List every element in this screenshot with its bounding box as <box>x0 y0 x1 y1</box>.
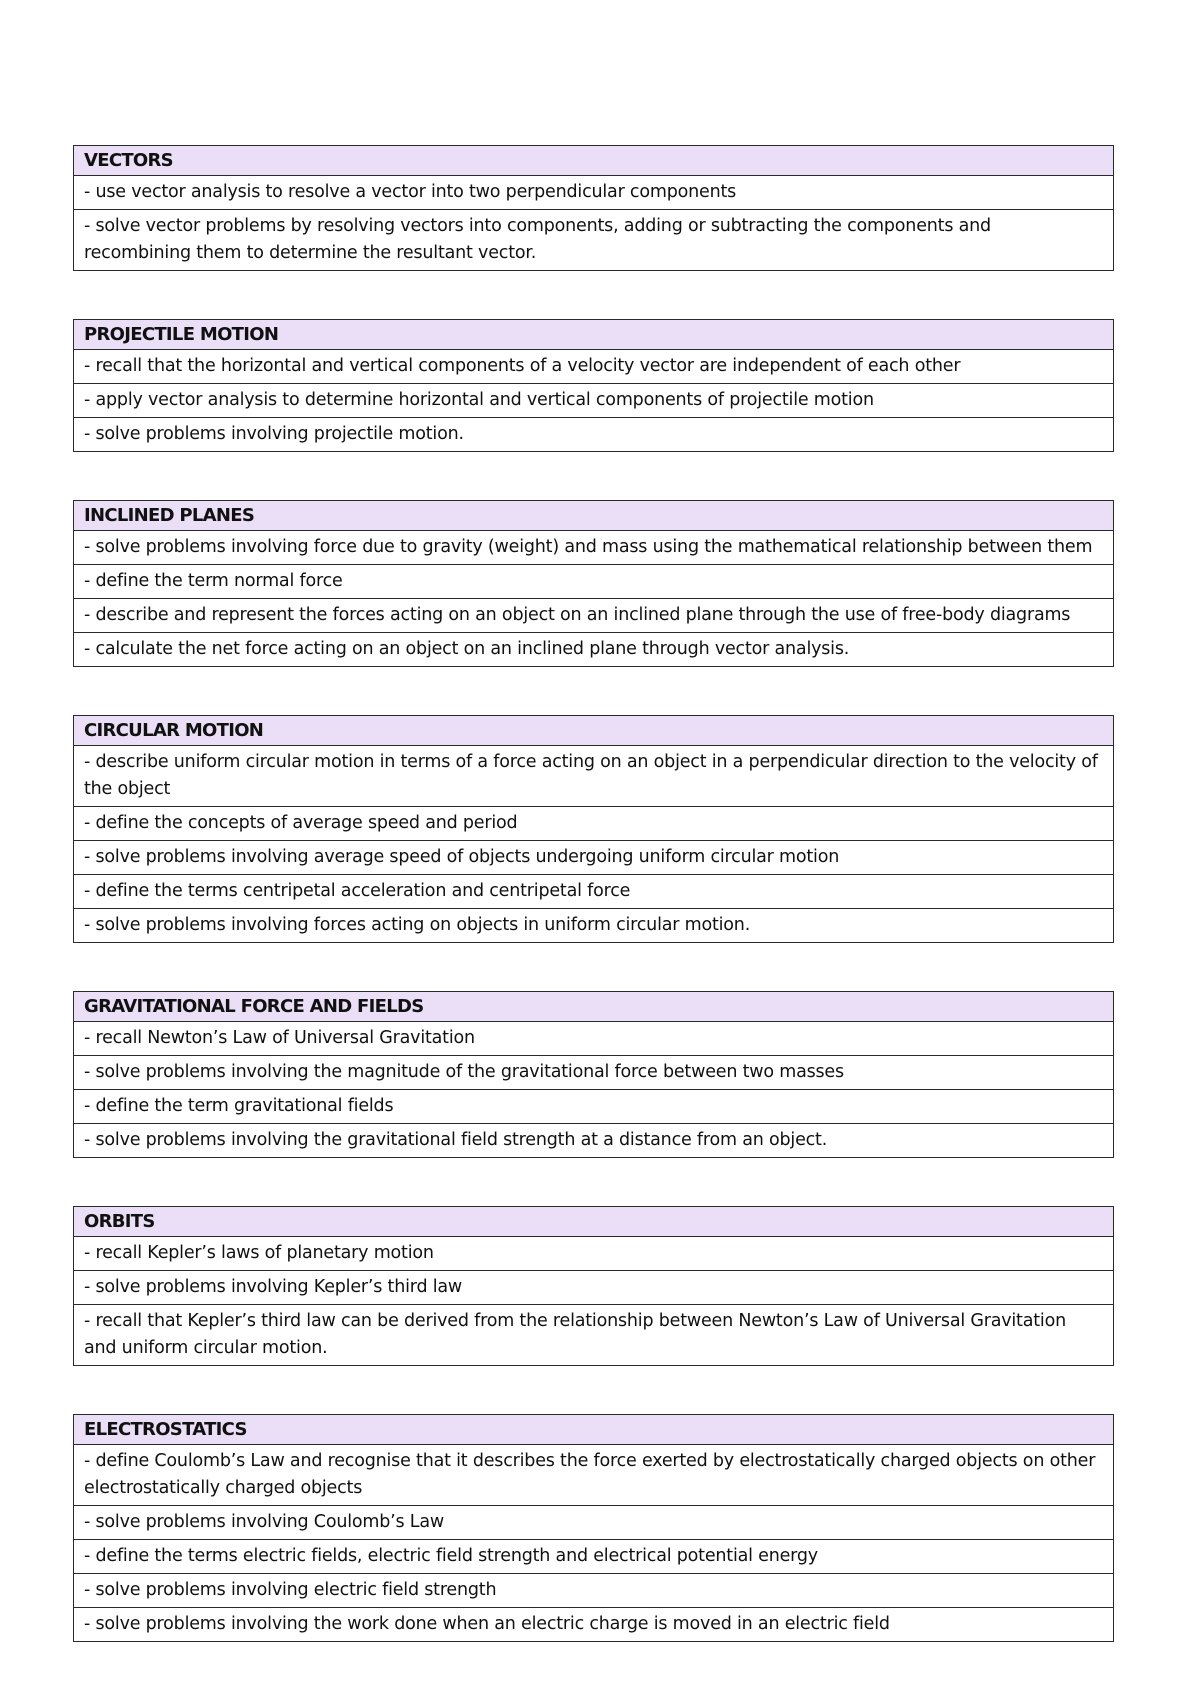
section-heading: CIRCULAR MOTION <box>74 716 1114 746</box>
outcome-item: - define the terms electric fields, electric field strength and electrical potential energy <box>74 1540 1114 1574</box>
section-heading: ELECTROSTATICS <box>74 1415 1114 1445</box>
outcome-item: - calculate the net force acting on an object on an inclined plane through vector analysis. <box>74 633 1114 667</box>
outcome-item: - define Coulomb’s Law and recognise that it describes the force exerted by electrostatically charged objects on other electrostatically charged objects <box>74 1445 1114 1506</box>
outcome-item: - use vector analysis to resolve a vector into two perpendicular components <box>74 176 1114 210</box>
section-heading: INCLINED PLANES <box>74 501 1114 531</box>
section-circular-motion <box>73 715 1114 943</box>
outcome-item: - describe and represent the forces acting on an object on an inclined plane through the use of free-body diagrams <box>74 599 1114 633</box>
outcome-item: - solve problems involving Kepler’s third law <box>74 1271 1114 1305</box>
outcome-item: - solve problems involving forces acting on objects in uniform circular motion. <box>74 909 1114 943</box>
section-projectile-motion <box>73 319 1114 452</box>
section-heading: VECTORS <box>74 146 1114 176</box>
section-orbits <box>73 1206 1114 1366</box>
outcome-item: - solve problems involving Coulomb’s Law <box>74 1506 1114 1540</box>
section-vectors <box>73 145 1114 271</box>
outcome-item: - solve problems involving projectile motion. <box>74 418 1114 452</box>
outcome-item: - define the concepts of average speed and period <box>74 807 1114 841</box>
outcome-item: - recall that the horizontal and vertical components of a velocity vector are independent of each other <box>74 350 1114 384</box>
outcome-item: - define the term gravitational fields <box>74 1090 1114 1124</box>
section-heading: GRAVITATIONAL FORCE AND FIELDS <box>74 992 1114 1022</box>
outcome-item: - define the term normal force <box>74 565 1114 599</box>
section-inclined-planes <box>73 500 1114 667</box>
section-gravitational-force-and-fields <box>73 991 1114 1158</box>
outcome-item: - solve problems involving average speed of objects undergoing uniform circular motion <box>74 841 1114 875</box>
document-page <box>73 145 1114 1690</box>
outcome-item: - solve vector problems by resolving vectors into components, adding or subtracting the components and recombining them to determine the resultant vector. <box>74 210 1114 271</box>
outcome-item: - solve problems involving the work done when an electric charge is moved in an electric field <box>74 1608 1114 1642</box>
outcome-item: - solve problems involving the magnitude of the gravitational force between two masses <box>74 1056 1114 1090</box>
section-heading: ORBITS <box>74 1207 1114 1237</box>
outcome-item: - recall Newton’s Law of Universal Gravitation <box>74 1022 1114 1056</box>
section-heading: PROJECTILE MOTION <box>74 320 1114 350</box>
outcome-item: - solve problems involving the gravitational field strength at a distance from an object. <box>74 1124 1114 1158</box>
outcome-item: - solve problems involving electric field strength <box>74 1574 1114 1608</box>
outcome-item: - recall Kepler’s laws of planetary motion <box>74 1237 1114 1271</box>
outcome-item: - recall that Kepler’s third law can be derived from the relationship between Newton’s Law of Universal Gravitation and uniform circular motion. <box>74 1305 1114 1366</box>
outcome-item: - solve problems involving force due to gravity (weight) and mass using the mathematical relationship between them <box>74 531 1114 565</box>
section-electrostatics <box>73 1414 1114 1642</box>
outcome-item: - describe uniform circular motion in terms of a force acting on an object in a perpendicular direction to the velocity of the object <box>74 746 1114 807</box>
outcome-item: - define the terms centripetal acceleration and centripetal force <box>74 875 1114 909</box>
outcome-item: - apply vector analysis to determine horizontal and vertical components of projectile motion <box>74 384 1114 418</box>
